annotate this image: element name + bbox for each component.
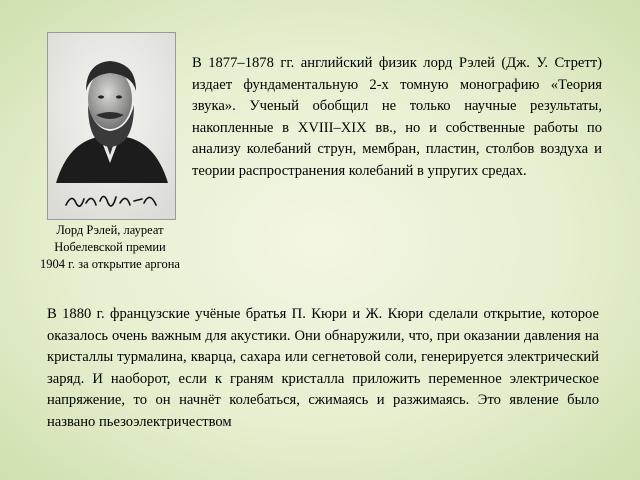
portrait-photo-icon — [47, 32, 176, 220]
caption-line-1: Лорд Рэлей, лауреат — [56, 223, 164, 237]
portrait-caption — [18, 222, 202, 273]
caption-line-3: 1904 г. за открытие аргона — [40, 257, 180, 271]
rayleigh-paragraph: В 1877–1878 гг. английский физик лорд Рэлей (Дж. У. Стретт) издает фундаментальную 2-х томную монографию «Теория звука». Ученый обобщил не только научные результаты, накопленные в XVIII–XIX вв., но и собственные работы по анализу колебаний струн, мембран, пластин, столбов воздуха и теории распространения колебаний в упругих средах. — [192, 55, 602, 179]
curie-paragraph: В 1880 г. французские учёные братья П. Кюри и Ж. Кюри сделали открытие, которое оказалось очень важным для акустики. Они обнаружили, что, при оказании давления на кристаллы турмалина, кварца, сахара или сегнетовой соли, генерируется электрический заряд. И наоборот, если к граням кристалла приложить переменное электрическое напряжение, то он начнёт колебаться, сжимаясь и разжимаясь. Это явление было названо пьезоэлектричеством — [47, 306, 599, 430]
caption-line-2: Нобелевской премии — [54, 240, 166, 254]
